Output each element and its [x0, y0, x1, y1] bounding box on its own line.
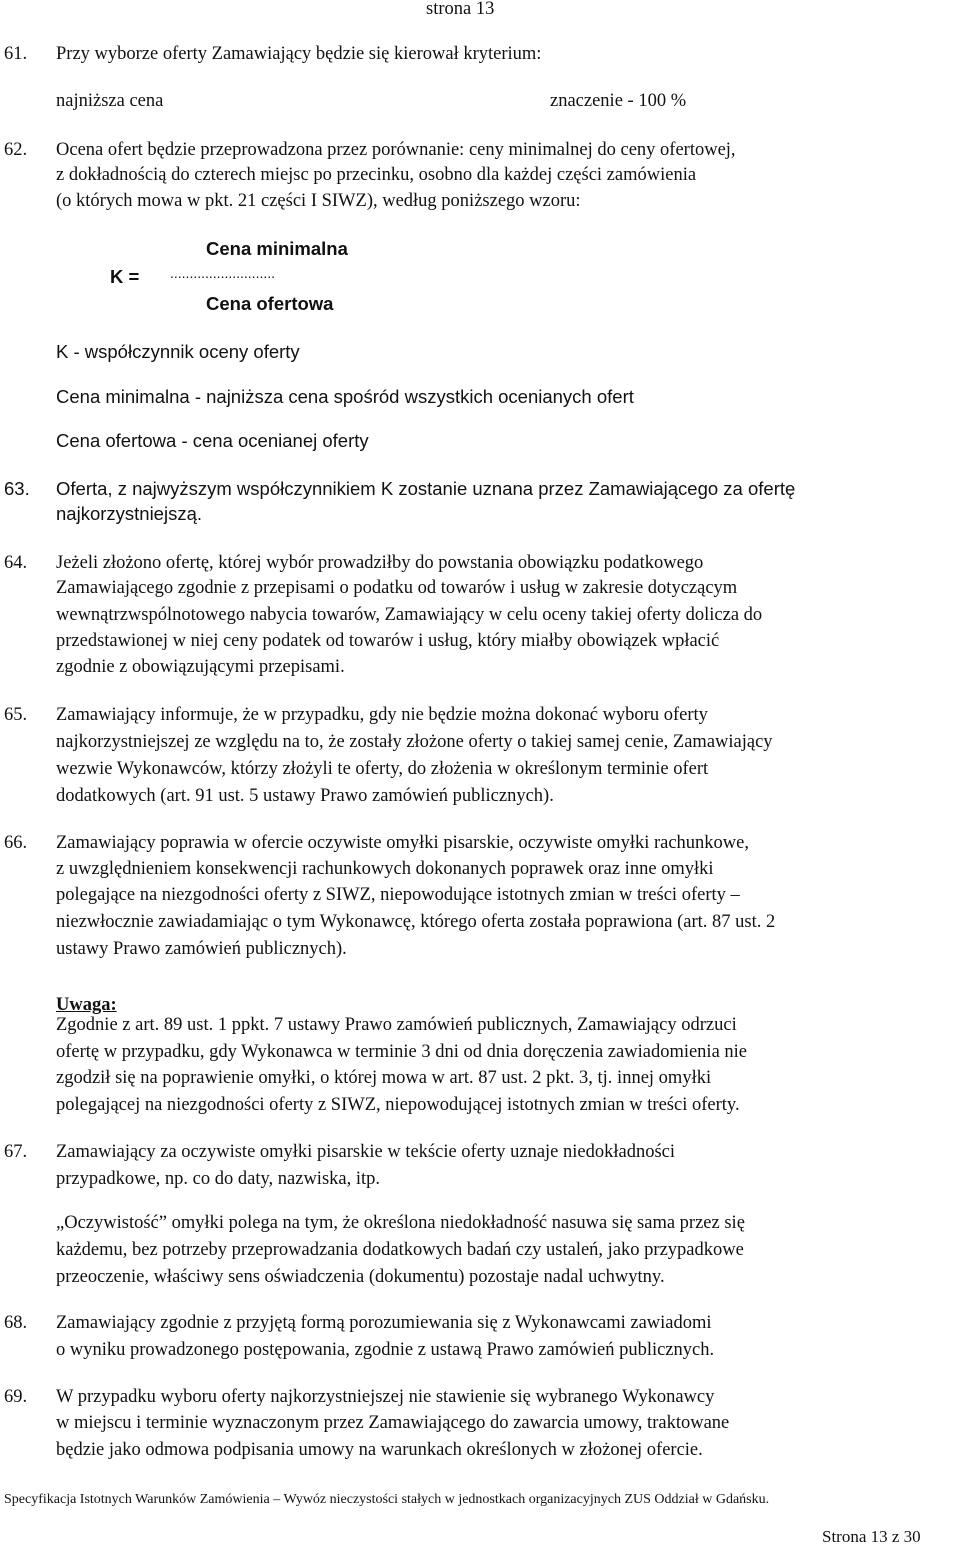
- definition-offer-price: Cena ofertowa - cena ocenianej oferty: [56, 430, 369, 451]
- item-64-line: przedstawionej w niej ceny podatek od towarów i usług, który miałby obowiązek wpłacić: [56, 631, 720, 651]
- item-68-line: o wyniku prowadzonego postępowania, zgodnie z ustawą Prawo zamówień publicznych.: [56, 1340, 715, 1360]
- item-64-line: Jeżeli złożono ofertę, której wybór prowadziłby do powstania obowiązku podatkowego: [56, 553, 704, 573]
- footer-spec-text: Specyfikacja Istotnych Warunków Zamówienia – Wywóz nieczystości stałych w jednostkach organizacyjnych ZUS Oddział w Gdańsku.: [4, 1492, 770, 1507]
- item-66-line: Zamawiający poprawia w ofercie oczywiste omyłki pisarskie, oczywiste omyłki rachunkowe,: [56, 833, 750, 853]
- formula-denominator: Cena ofertowa: [206, 293, 334, 314]
- item-69-line: W przypadku wyboru oferty najkorzystniejszej nie stawienie się wybranego Wykonawcy: [56, 1387, 715, 1407]
- definition-k: K - współczynnik oceny oferty: [56, 341, 300, 362]
- criterion-weight: znaczenie - 100 %: [550, 91, 687, 111]
- item-67-line: przypadkowe, np. co do daty, nazwiska, itp.: [56, 1169, 381, 1189]
- item-63-line: najkorzystniejszą.: [56, 503, 203, 524]
- item-67-quote-line: „Oczywistość” omyłki polega na tym, że określona niedokładność nasuwa się sama przez się: [56, 1213, 745, 1233]
- item-65-line: dodatkowych (art. 91 ust. 5 ustawy Prawo zamówień publicznych).: [56, 786, 554, 806]
- item-62-line: (o których mowa w pkt. 21 części I SIWZ), według poniższego wzoru:: [56, 191, 581, 211]
- item-65-line: najkorzystniejszej ze względu na to, że zostały złożone oferty o takiej samej cenie, Zamawiający: [56, 732, 773, 752]
- note-line: Zgodnie z art. 89 ust. 1 ppkt. 7 ustawy Prawo zamówień publicznych, Zamawiający odrzuci: [56, 1015, 737, 1035]
- note-line: zgodził się na poprawienie omyłki, o której mowa w art. 87 ust. 2 pkt. 3, tj. innej omyłki: [56, 1068, 712, 1088]
- item-62-line: z dokładnością do czterech miejsc po przecinku, osobno dla każdej części zamówienia: [56, 165, 697, 185]
- formula-lhs: K =: [110, 266, 140, 287]
- item-number-66: 66.: [4, 833, 28, 853]
- item-64-line: Zamawiającego zgodnie z przepisami o podatku od towarów i usług w zakresie dotyczącym: [56, 578, 738, 598]
- item-number-67: 67.: [4, 1142, 28, 1162]
- item-66-line: ustawy Prawo zamówień publicznych).: [56, 939, 347, 959]
- note-label: Uwaga:: [56, 995, 117, 1015]
- item-66-line: niezwłocznie zawiadamiając o tym Wykonawcę, którego oferta została poprawiona (art. 87 ust. 2: [56, 912, 776, 932]
- item-64-line: wewnątrzwspólnotowego nabycia towarów, Zamawiający w celu oceny takiej oferty dolicza do: [56, 605, 763, 625]
- item-number-61: 61.: [4, 44, 28, 64]
- note-line: ofertę w przypadku, gdy Wykonawca w terminie 3 dni od dnia doręczenia zawiadomienia nie: [56, 1042, 748, 1062]
- item-67-quote-line: każdemu, bez potrzeby przeprowadzania dodatkowych badań czy ustaleń, jako przypadkowe: [56, 1240, 744, 1260]
- item-number-65: 65.: [4, 705, 28, 725]
- item-62-line: Ocena ofert będzie przeprowadzona przez porównanie: ceny minimalnej do ceny ofertowej,: [56, 140, 736, 160]
- note-line: polegającej na niezgodności oferty z SIWZ, niepowodującej istotnych zmian w treści oferty.: [56, 1095, 740, 1115]
- item-number-63: 63.: [4, 478, 30, 499]
- item-64-line: zgodnie z obowiązującymi przepisami.: [56, 657, 345, 677]
- item-number-69: 69.: [4, 1387, 28, 1407]
- criterion-name: najniższa cena: [56, 91, 164, 111]
- item-68-line: Zamawiający zgodnie z przyjętą formą porozumiewania się z Wykonawcami zawiadomi: [56, 1313, 712, 1333]
- footer-page-number: Strona 13 z 30: [822, 1527, 921, 1546]
- definition-min-price: Cena minimalna - najniższa cena spośród wszystkich ocenianych ofert: [56, 386, 634, 407]
- formula-numerator: Cena minimalna: [206, 238, 348, 259]
- item-65-line: wezwie Wykonawców, którzy złożyli te oferty, do złożenia w określonym terminie ofert: [56, 759, 709, 779]
- item-number-64: 64.: [4, 553, 28, 573]
- item-67-line: Zamawiający za oczywiste omyłki pisarskie w tekście oferty uznaje niedokładności: [56, 1142, 676, 1162]
- item-66-line: z uwzględnieniem konsekwencji rachunkowych dokonanych poprawek oraz inne omyłki: [56, 859, 714, 879]
- item-69-line: w miejscu i terminie wyznaczonym przez Zamawiającego do zawarcia umowy, traktowane: [56, 1413, 730, 1433]
- page-header-label: strona 13: [426, 0, 495, 19]
- formula-fraction-dots: ...........................: [170, 265, 276, 281]
- item-63-line: Oferta, z najwyższym współczynnikiem K zostanie uznana przez Zamawiającego za ofertę: [56, 478, 796, 499]
- item-61-text: Przy wyborze oferty Zamawiający będzie się kierował kryterium:: [56, 44, 542, 64]
- item-number-62: 62.: [4, 140, 28, 160]
- item-number-68: 68.: [4, 1313, 28, 1333]
- item-65-line: Zamawiający informuje, że w przypadku, gdy nie będzie można dokonać wyboru oferty: [56, 705, 708, 725]
- item-69-line: będzie jako odmowa podpisania umowy na warunkach określonych w złożonej ofercie.: [56, 1440, 703, 1460]
- item-66-line: polegające na niezgodności oferty z SIWZ, niepowodujące istotnych zmian w treści oferty –: [56, 885, 740, 905]
- item-67-quote-line: przeoczenie, właściwy sens oświadczenia (dokumentu) pozostaje nadal uchwytny.: [56, 1267, 665, 1287]
